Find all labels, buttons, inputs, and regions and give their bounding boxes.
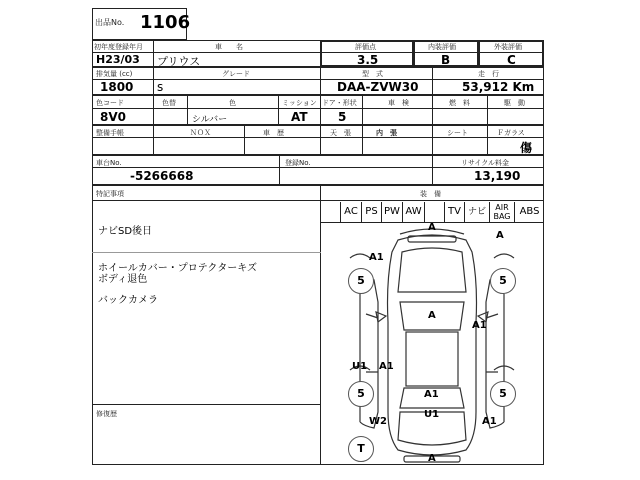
model-label: 型 式 [362,70,383,78]
model-value: DAA-ZVW30 [337,80,419,94]
damage-mark: U1 [424,409,440,420]
score-label: 評価点 [355,43,376,51]
grade-value: s [157,80,164,94]
exterior-value: C [507,53,516,67]
chassis-value: -5266668 [130,169,194,183]
note-line: ホイールカバー・プロテクターキズ [98,263,257,274]
note-line: バックカメラ [98,295,158,306]
history-label: 車 歴 [263,129,284,137]
equipment-label: 装 備 [420,190,441,198]
tyre-rear-left: 5 [348,381,374,407]
row4-trim-cell [362,125,433,155]
score-value: 3.5 [357,53,379,67]
tyre-rear-right: 5 [490,381,516,407]
drive-label: 駆 動 [504,99,525,107]
name-label: 車 名 [215,43,243,51]
color-value: シルバー [192,115,228,125]
spare-tyre: T [348,436,374,462]
interior-value: B [441,53,451,67]
interior-trim-label: 内 張 [376,129,397,137]
damage-mark: A1 [369,252,384,263]
equip-abs: ABS [519,206,540,217]
inspection-label: 車 検 [388,99,409,107]
interior-label: 内装評価 [428,43,456,51]
mission-label: ミッション [282,99,317,107]
damage-mark: W2 [369,416,387,427]
damage-mark: A1 [379,361,394,372]
fglass-value: 傷 [520,141,533,155]
regno-label: 登録No. [285,159,311,167]
damage-mark: A [428,222,436,233]
lot-label: 出品No. [95,18,125,27]
name-value: プリウス [157,55,201,68]
recycle-value: 13,190 [474,169,521,183]
damage-mark: A1 [482,416,497,427]
doors-value: 5 [338,110,347,124]
mileage-value: 53,912 Km [462,80,535,94]
equip-airbag: AIR BAG [490,202,515,222]
color-change-label: 色替 [162,99,176,107]
chassis-label: 車台No. [96,159,122,167]
color-label: 色 [229,99,236,107]
tyre-front-right: 5 [490,268,516,294]
equip-ac: AC [340,202,362,222]
reg-value: H23/03 [96,53,140,66]
note-line: ボディ退色 [98,274,148,285]
damage-mark: U1 [352,361,368,372]
color-code-value: 8V0 [100,110,126,124]
exterior-label: 外装評価 [494,43,522,51]
equip-blank [425,202,445,222]
equip-navi: ナビ [465,202,490,222]
repair-label: 修復歴 [96,410,117,418]
grade-label: グレード [222,70,250,78]
manual-label: 整備手帳 [96,129,124,137]
damage-mark: A1 [424,389,439,400]
lot-number: 1106 [140,12,191,33]
equip-ps: PS [362,202,382,222]
doors-label: ドア・形状 [322,99,357,107]
recycle-label: リサイクル料金 [461,159,510,167]
car-diagram [320,222,544,465]
damage-mark: A1 [472,320,487,331]
damage-mark: A [496,230,504,241]
color-code-label: 色コード [96,99,124,107]
displacement-label: 排気量 (cc) [96,70,133,78]
equip-pw: PW [382,202,403,222]
notes-label: 特記事項 [96,190,124,198]
damage-mark: A [428,453,436,464]
fglass-label: Ｆガラス [497,129,525,137]
damage-mark: A [428,310,436,321]
mission-value: AT [291,110,308,124]
roof-label: 天 張 [330,129,351,137]
equip-aw: AW [403,202,425,222]
note-line: ナビSD後日 [98,226,153,237]
displacement-value: 1800 [100,80,134,94]
equip-tv: TV [445,202,465,222]
reg-label: 初年度登録年月 [94,43,143,51]
tyre-front-left: 5 [348,268,374,294]
fuel-label: 燃 料 [449,99,470,107]
seat-label: シート [447,129,468,137]
nox-label: ＮＯＸ [190,129,211,137]
mileage-label: 走 行 [478,70,499,78]
